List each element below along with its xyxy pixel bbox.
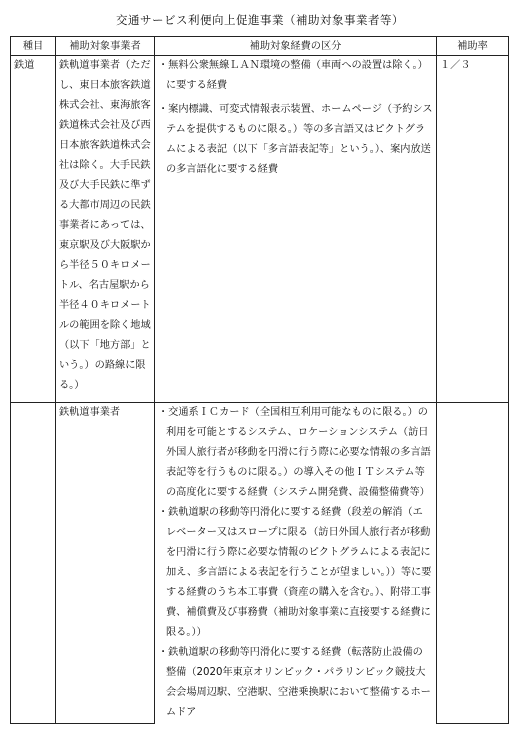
expense-item: ・鉄軌道駅の移動等円滑化に要する経費（転落防止設備の整備（2020年東京オリンピック・パラリンピック競技大会会場周辺駅、空港駅、空港乗換駅において整備するホームドア xyxy=(158,647,431,718)
table-row xyxy=(11,403,509,724)
table-row xyxy=(11,56,509,403)
cell-type xyxy=(11,403,56,724)
cell-type: 鉄道 xyxy=(11,56,56,403)
expense-item: ・案内標識、可変式情報表示装置、ホームページ（予約システムを提供するものに限る。）等の多言語又はピクトグラムによる表記（以下「多言語表記等」という。）、案内放送の多言語化に要する経費 xyxy=(158,104,433,175)
expense-item: ・交通系ＩＣカード（全国相互利用可能なものに限る。）の利用を可能とするシステム、ロケーションシステム（訪日外国人旅行者が移動を円滑に行う際に必要な情報の多言語表記等を行うものに限る。）の導入その他ＩＴシステム等の高度化に要する経費（システム開発費、設備整備費等） xyxy=(158,407,431,498)
header-expense: 補助対象経費の区分 xyxy=(155,37,437,56)
cell-rate xyxy=(437,403,509,724)
cell-expense xyxy=(155,56,437,403)
header-entity: 補助対象事業者 xyxy=(56,37,155,56)
cell-rate: １／３ xyxy=(437,56,509,403)
table-header-row xyxy=(11,37,509,56)
cell-expense xyxy=(155,403,437,724)
cell-entity xyxy=(56,56,155,403)
page-title: 交通サービス利便向上促進事業（補助対象事業者等） xyxy=(116,13,404,27)
header-rate: 補助率 xyxy=(437,37,509,56)
expense-item: ・鉄軌道駅の移動等円滑化に要する経費（段差の解消（エレベーター又はスロープに限る（訪日外国人旅行者が移動を円滑に行う際に必要な情報のピクトグラムによる表記に加え、多言語による表記を行うことが望ましい。））等に要する経費のうち本工事費（資産の購入を含む。）、附帯工事費、補償費及び事務費（補助対象事業に直接要する経費に限る。）） xyxy=(158,507,432,638)
expense-item: ・無料公衆無線ＬＡＮ環境の整備（車両への設置は除く。）に要する経費 xyxy=(158,60,428,91)
header-type: 種目 xyxy=(11,37,56,56)
entity-text: 鉄軌道事業者 xyxy=(59,407,121,418)
cell-entity xyxy=(56,403,155,724)
entity-text: 鉄軌道事業者（ただし、東日本旅客鉄道株式会社、東海旅客鉄道株式会社及び西日本旅客鉄道株式会社は除く。大手民鉄及び大手民鉄に準ずる大都市周辺の民鉄事業者にあっては、東京駅及び大阪駅から半径５０キロメートル、名古屋駅から半径４０キロメートルの範囲を除く地域（以下「地方部」という。）の路線に限る。） xyxy=(59,60,151,391)
subsidy-table xyxy=(10,36,509,724)
